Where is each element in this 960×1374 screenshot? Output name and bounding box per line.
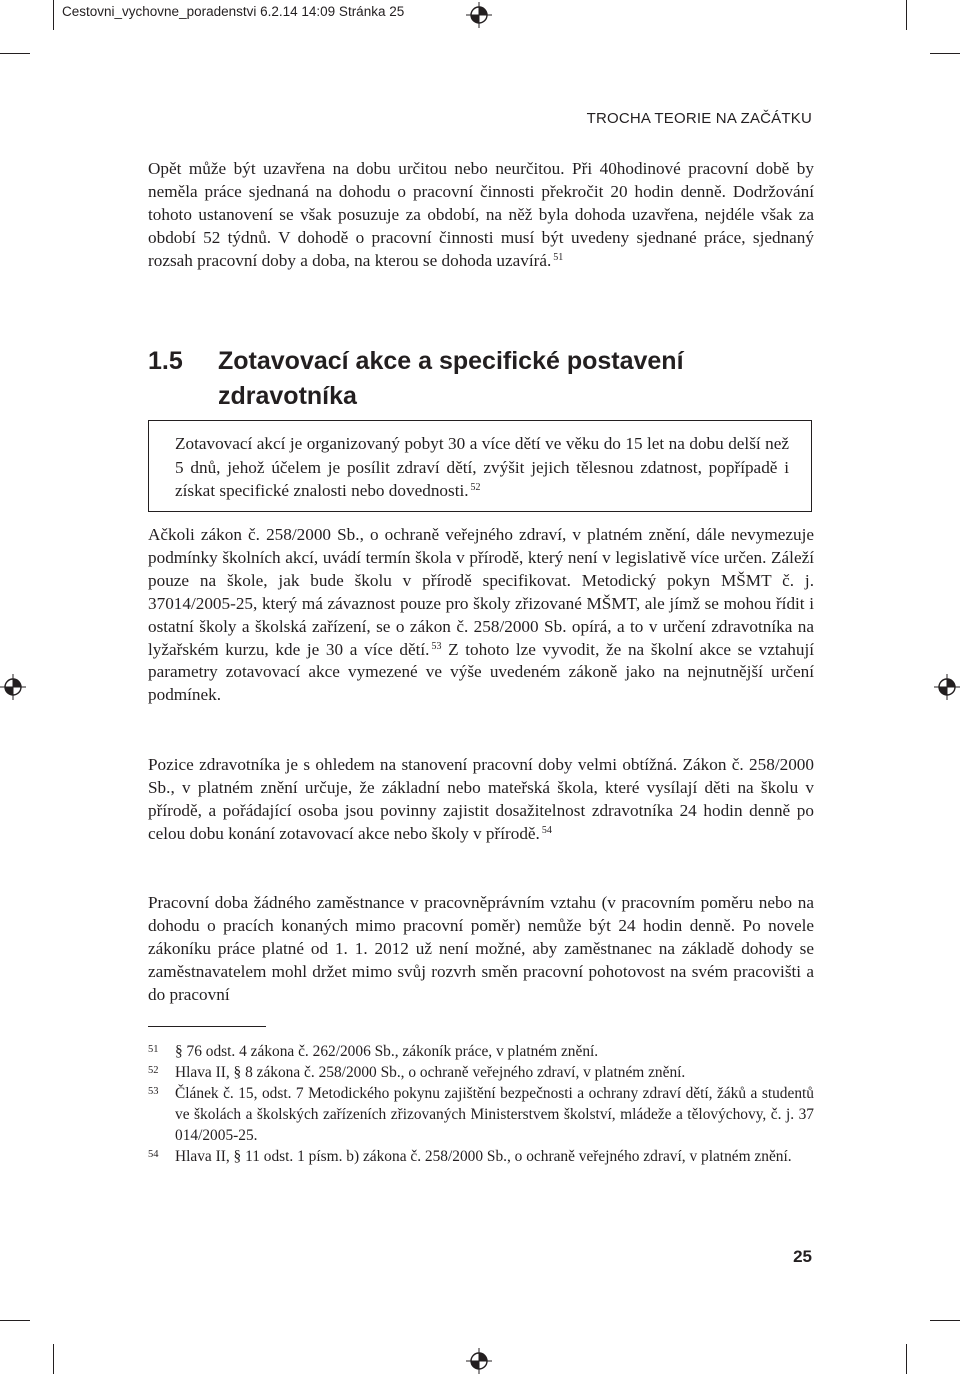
footnote-text: Hlava II, § 8 zákona č. 258/2000 Sb., o ochraně veřejného zdraví, v platném znění. <box>175 1064 686 1081</box>
body-paragraph <box>148 524 814 707</box>
crop-mark <box>930 53 960 54</box>
registration-mark-icon <box>466 2 492 28</box>
footnote <box>148 1146 814 1167</box>
paragraph-text: Opět může být uzavřena na dobu určitou nebo neurčitou. Při 40hodinové pracovní době by neměla práce sjednaná na dohodu o pracovní činnosti překročit 20 hodin denně. Dodržování tohoto ustanovení se však posuzuje za období, na něž byla dohoda uzavřena, nejdéle však za období 52 týdnů. V dohodě o pracovní činnosti musí být uvedeny sjednané práce, sjednaný rozsah pracovní doby a doba, na kterou se dohoda uzavírá. <box>148 159 814 270</box>
definition-box <box>148 420 812 512</box>
crop-mark <box>53 1344 54 1374</box>
footnote-reference: 51 <box>553 251 564 263</box>
footnote-number: 54 <box>148 1149 159 1160</box>
definition-text <box>175 432 789 503</box>
footnote-text: § 76 odst. 4 zákona č. 262/2006 Sb., zákoník práce, v platném znění. <box>175 1043 599 1060</box>
section-title: Zotavovací akce a specifické postavení zdravotníka <box>218 347 684 410</box>
crop-mark <box>930 1320 960 1321</box>
registration-mark-icon <box>466 1348 492 1374</box>
footnote-text: Článek č. 15, odst. 7 Metodického pokynu zajištění bezpečnosti a ochrany zdraví dětí, žáků a studentů ve školách a školských zařízeních zřizovaných Ministerstvem školství, mládeže a tělovýchovy, č. j. 37 014/2005-25. <box>175 1085 814 1144</box>
footnote-number: 52 <box>148 1065 159 1076</box>
crop-mark <box>906 1344 907 1374</box>
crop-mark <box>906 0 907 30</box>
section-number: 1.5 <box>148 347 183 375</box>
definition-body: Zotavovací akcí je organizovaný pobyt 30 a více dětí ve věku do 15 let na dobu delší než 5 dnů, jehož účelem je posílit zdraví dětí, zvýšit jejich tělesnou zdatnost, popřípadě i získat specifické znalosti nebo dovednosti. <box>175 434 789 500</box>
paragraph-text: Z tohoto lze vyvodit, že na školní akce se vztahují parametry zotavovací akce vymezené ve výše uvedeném zákoně jako na nejnutnější určení podmínek. <box>148 639 814 705</box>
crop-mark <box>0 1320 30 1321</box>
footnote-number: 53 <box>148 1086 159 1097</box>
footnote-reference: 52 <box>470 482 481 493</box>
footnote-reference: 54 <box>541 824 552 836</box>
footnote <box>148 1083 814 1146</box>
crop-mark <box>0 53 30 54</box>
print-slug: Cestovni_vychovne_poradenstvi 6.2.14 14:09 Stránka 25 <box>62 4 405 19</box>
registration-mark-icon <box>0 674 26 700</box>
footnote <box>148 1041 814 1062</box>
body-paragraph <box>148 754 814 846</box>
footnote-number: 51 <box>148 1044 159 1055</box>
paragraph-text: Pracovní doba žádného zaměstnance v pracovněprávním vztahu (v pracovním poměru nebo na dohodu o pracích konaných mimo pracovní poměr) nemůže být 24 hodin denně. Po novele zákoníku práce platné od 1. 1. 2012 už není možné, aby zaměstnanec na základě dohody se zaměstnavatelem mohl držet mimo svůj rozvrh směn pracovní pohotovost na svém pracovišti a do pracovní <box>148 893 814 1004</box>
page-number: 25 <box>793 1247 812 1266</box>
registration-mark-icon <box>934 674 960 700</box>
body-paragraph <box>148 158 814 273</box>
body-paragraph <box>148 892 814 1007</box>
footnote-reference: 53 <box>431 640 442 652</box>
paragraph-text: Pozice zdravotníka je s ohledem na stanovení pracovní doby velmi obtížná. Zákon č. 258/2000 Sb., v platném znění určuje, že základní nebo mateřská škola, které vysílají děti na školu v přírodě, a pořádající osoba jsou povinny zajistit dosažitelnost zdravotníka 24 hodin denně po celou dobu konání zotavovací akce nebo školy v přírodě. <box>148 755 814 843</box>
footnote-text: Hlava II, § 11 odst. 1 písm. b) zákona č. 258/2000 Sb., o ochraně veřejného zdraví, v platném znění. <box>175 1148 792 1165</box>
footnote-separator <box>148 1026 266 1027</box>
crop-mark <box>53 0 54 30</box>
footnote <box>148 1062 814 1083</box>
paragraph-text: Ačkoli zákon č. 258/2000 Sb., o ochraně veřejného zdraví, v platném znění, dále nevymezuje podmínky školních akcí, uvádí termín škola v přírodě, který není v legislativě více určen. Záleží pouze na škole, jak bude školu v přírodě specifikovat. Metodický pokyn MŠMT č. j. 37014/2005-25, který má závaznost pouze pro školy zřizované MŠMT, ale jímž se mohou řídit i ostatní školy a školská zařízení, se o zákon č. 258/2000 Sb. opírá, a to v určení zdravotníka na lyžařském kurzu, kde je 30 a více dětí. <box>148 525 814 659</box>
running-head: TROCHA TEORIE NA ZAČÁTKU <box>586 110 812 127</box>
